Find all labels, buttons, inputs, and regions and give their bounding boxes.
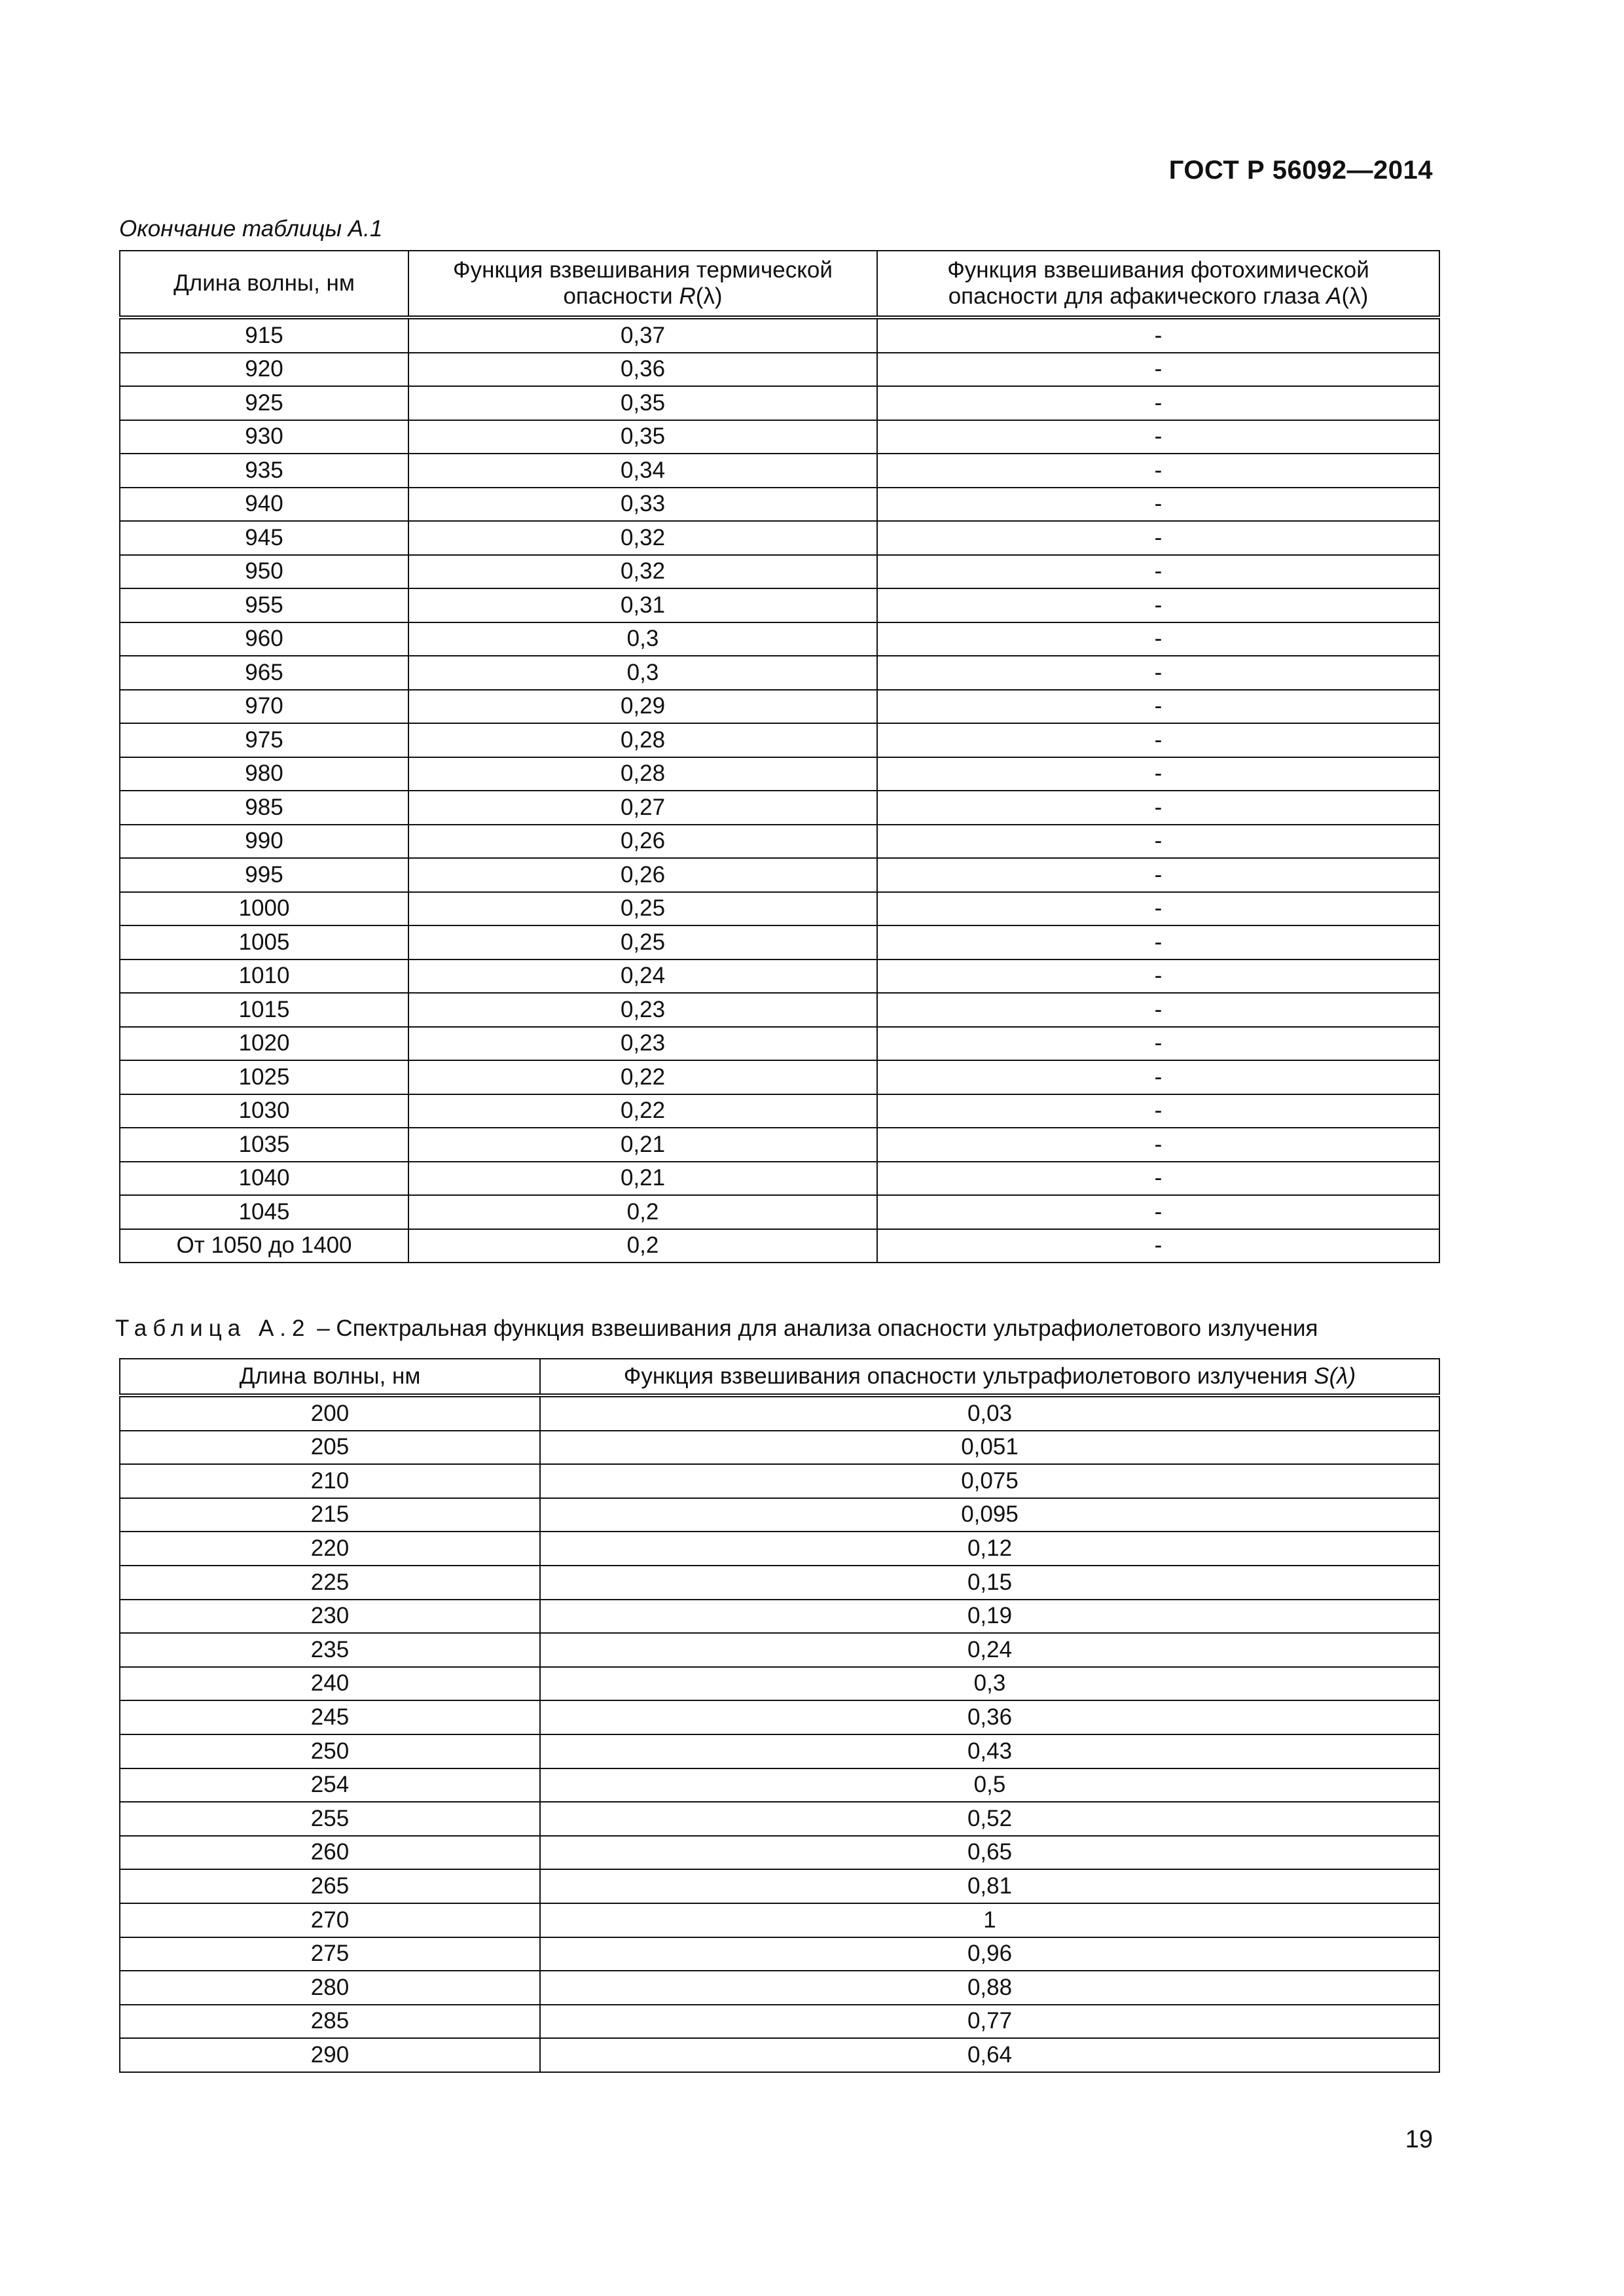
wavelength-cell: 235 xyxy=(120,1633,540,1667)
table-row xyxy=(120,2005,1439,2039)
aphakic-hazard-cell: - xyxy=(877,757,1439,791)
table-row xyxy=(120,1836,1439,1870)
thermal-hazard-cell: 0,23 xyxy=(408,1027,877,1061)
table-row xyxy=(120,825,1439,859)
table-row xyxy=(120,1532,1439,1566)
table2-body xyxy=(120,1395,1439,2072)
table-row xyxy=(120,1971,1439,2005)
uv-header-prefix: Функция взвешивания опасности ультрафиолетового излучения xyxy=(623,1363,1314,1389)
table-row xyxy=(120,1869,1439,1903)
thermal-header-line2-suffix: (λ) xyxy=(695,283,723,309)
table2-header-row xyxy=(120,1359,1439,1395)
wavelength-cell: 935 xyxy=(120,454,408,488)
table-row xyxy=(120,656,1439,690)
table-row xyxy=(120,1566,1439,1600)
wavelength-cell: 205 xyxy=(120,1431,540,1465)
wavelength-cell: 965 xyxy=(120,656,408,690)
aphakic-hazard-cell: - xyxy=(877,858,1439,892)
table-row xyxy=(120,791,1439,825)
thermal-hazard-cell: 0,35 xyxy=(408,420,877,454)
table-row xyxy=(120,1128,1439,1162)
table1-header-wavelength-label: Длина волны, нм xyxy=(173,270,355,296)
wavelength-cell: 920 xyxy=(120,353,408,387)
table1-header-wavelength xyxy=(120,251,408,317)
wavelength-cell: 1025 xyxy=(120,1060,408,1094)
aphakic-hazard-cell: - xyxy=(877,488,1439,522)
wavelength-cell: 270 xyxy=(120,1903,540,1937)
aphakic-header-line2-prefix: опасности для афакического глаза xyxy=(948,283,1327,309)
uv-hazard-cell: 0,15 xyxy=(540,1566,1439,1600)
table-row xyxy=(120,1027,1439,1061)
thermal-hazard-cell: 0,26 xyxy=(408,825,877,859)
aphakic-hazard-cell: - xyxy=(877,825,1439,859)
table-row xyxy=(120,892,1439,926)
wavelength-cell: 970 xyxy=(120,690,408,724)
thermal-hazard-cell: 0,22 xyxy=(408,1094,877,1128)
thermal-hazard-cell: 0,2 xyxy=(408,1229,877,1263)
table-row xyxy=(120,1734,1439,1768)
table-row xyxy=(120,1060,1439,1094)
uv-hazard-cell: 0,43 xyxy=(540,1734,1439,1768)
wavelength-cell: 990 xyxy=(120,825,408,859)
wavelength-cell: 225 xyxy=(120,1566,540,1600)
wavelength-cell: 925 xyxy=(120,386,408,420)
thermal-hazard-cell: 0,3 xyxy=(408,622,877,656)
aphakic-hazard-cell: - xyxy=(877,791,1439,825)
wavelength-cell: 1045 xyxy=(120,1195,408,1229)
uv-hazard-cell: 0,36 xyxy=(540,1700,1439,1734)
thermal-hazard-cell: 0,25 xyxy=(408,892,877,926)
table-row xyxy=(120,488,1439,522)
thermal-hazard-cell: 0,33 xyxy=(408,488,877,522)
table-a1-continuation xyxy=(119,250,1440,1263)
document-standard-number: ГОСТ Р 56092—2014 xyxy=(1168,156,1433,185)
wavelength-cell: 1000 xyxy=(120,892,408,926)
table-row xyxy=(120,723,1439,757)
wavelength-cell: 250 xyxy=(120,1734,540,1768)
table-row xyxy=(120,1498,1439,1532)
uv-hazard-cell: 0,19 xyxy=(540,1600,1439,1634)
wavelength-cell: 985 xyxy=(120,791,408,825)
aphakic-hazard-cell: - xyxy=(877,521,1439,555)
aphakic-hazard-cell: - xyxy=(877,892,1439,926)
aphakic-hazard-cell: - xyxy=(877,622,1439,656)
table-row xyxy=(120,690,1439,724)
uv-hazard-cell: 0,5 xyxy=(540,1768,1439,1803)
wavelength-cell: 230 xyxy=(120,1600,540,1634)
uv-hazard-cell: 0,03 xyxy=(540,1395,1439,1431)
aphakic-hazard-cell: - xyxy=(877,993,1439,1027)
uv-hazard-cell: 0,12 xyxy=(540,1532,1439,1566)
wavelength-cell: 945 xyxy=(120,521,408,555)
table-row xyxy=(120,960,1439,994)
thermal-hazard-cell: 0,28 xyxy=(408,723,877,757)
table1-header-row xyxy=(120,251,1439,317)
table-row xyxy=(120,757,1439,791)
thermal-header-line2-prefix: опасности xyxy=(563,283,679,309)
wavelength-cell: 220 xyxy=(120,1532,540,1566)
aphakic-hazard-cell: - xyxy=(877,1027,1439,1061)
thermal-hazard-cell: 0,35 xyxy=(408,386,877,420)
table-row xyxy=(120,1937,1439,1971)
thermal-hazard-cell: 0,23 xyxy=(408,993,877,1027)
uv-hazard-cell: 0,81 xyxy=(540,1869,1439,1903)
aphakic-hazard-cell: - xyxy=(877,317,1439,353)
table2-header-wavelength xyxy=(120,1359,540,1395)
table-row xyxy=(120,1195,1439,1229)
thermal-hazard-cell: 0,2 xyxy=(408,1195,877,1229)
table1-header-aphakic xyxy=(877,251,1439,317)
table-row xyxy=(120,521,1439,555)
table-row xyxy=(120,1600,1439,1634)
aphakic-hazard-cell: - xyxy=(877,1229,1439,1263)
thermal-hazard-cell: 0,25 xyxy=(408,925,877,960)
thermal-header-line1: Функция взвешивания термической xyxy=(453,257,833,283)
wavelength-cell: 245 xyxy=(120,1700,540,1734)
table1-caption: Окончание таблицы А.1 xyxy=(119,216,383,242)
wavelength-cell: 254 xyxy=(120,1768,540,1803)
wavelength-cell: 260 xyxy=(120,1836,540,1870)
wavelength-cell: 930 xyxy=(120,420,408,454)
aphakic-hazard-cell: - xyxy=(877,925,1439,960)
uv-function-symbol: S(λ) xyxy=(1314,1363,1356,1389)
wavelength-cell: 210 xyxy=(120,1464,540,1498)
wavelength-cell: 280 xyxy=(120,1971,540,2005)
uv-hazard-cell: 0,65 xyxy=(540,1836,1439,1870)
table-row xyxy=(120,588,1439,622)
uv-hazard-cell: 1 xyxy=(540,1903,1439,1937)
wavelength-cell: 1005 xyxy=(120,925,408,960)
aphakic-hazard-cell: - xyxy=(877,420,1439,454)
table-row xyxy=(120,420,1439,454)
wavelength-cell: 950 xyxy=(120,555,408,589)
uv-hazard-cell: 0,24 xyxy=(540,1633,1439,1667)
thermal-hazard-cell: 0,28 xyxy=(408,757,877,791)
table-row xyxy=(120,1768,1439,1803)
wavelength-cell: 940 xyxy=(120,488,408,522)
thermal-hazard-cell: 0,32 xyxy=(408,555,877,589)
thermal-hazard-cell: 0,31 xyxy=(408,588,877,622)
table-a2-uv-weighting xyxy=(119,1358,1440,2073)
thermal-hazard-cell: 0,37 xyxy=(408,317,877,353)
wavelength-cell: 1030 xyxy=(120,1094,408,1128)
aphakic-hazard-cell: - xyxy=(877,656,1439,690)
table2-caption-label: Таблица А.2 xyxy=(115,1316,311,1341)
table1-body xyxy=(120,317,1439,1263)
table-row xyxy=(120,858,1439,892)
wavelength-cell: 1040 xyxy=(120,1162,408,1196)
wavelength-cell: 265 xyxy=(120,1869,540,1903)
table-row xyxy=(120,1903,1439,1937)
wavelength-cell: 285 xyxy=(120,2005,540,2039)
table-row xyxy=(120,1229,1439,1263)
uv-hazard-cell: 0,96 xyxy=(540,1937,1439,1971)
page-number: 19 xyxy=(1405,2126,1433,2153)
uv-hazard-cell: 0,77 xyxy=(540,2005,1439,2039)
table2-caption xyxy=(115,1316,1318,1342)
table2-header-uv xyxy=(540,1359,1439,1395)
thermal-hazard-cell: 0,21 xyxy=(408,1162,877,1196)
wavelength-cell: 200 xyxy=(120,1395,540,1431)
table-row xyxy=(120,1802,1439,1836)
uv-hazard-cell: 0,88 xyxy=(540,1971,1439,2005)
uv-hazard-cell: 0,051 xyxy=(540,1431,1439,1465)
wavelength-cell: 960 xyxy=(120,622,408,656)
aphakic-function-symbol: A xyxy=(1326,283,1342,309)
table-row xyxy=(120,1431,1439,1465)
wavelength-cell: 975 xyxy=(120,723,408,757)
aphakic-hazard-cell: - xyxy=(877,386,1439,420)
wavelength-cell: 1020 xyxy=(120,1027,408,1061)
thermal-hazard-cell: 0,3 xyxy=(408,656,877,690)
aphakic-hazard-cell: - xyxy=(877,555,1439,589)
thermal-hazard-cell: 0,24 xyxy=(408,960,877,994)
wavelength-cell: От 1050 до 1400 xyxy=(120,1229,408,1263)
wavelength-cell: 980 xyxy=(120,757,408,791)
thermal-hazard-cell: 0,22 xyxy=(408,1060,877,1094)
thermal-function-symbol: R xyxy=(679,283,696,309)
table-row xyxy=(120,1395,1439,1431)
wavelength-cell: 1035 xyxy=(120,1128,408,1162)
table-row xyxy=(120,1464,1439,1498)
uv-hazard-cell: 0,3 xyxy=(540,1667,1439,1701)
thermal-hazard-cell: 0,21 xyxy=(408,1128,877,1162)
table-row xyxy=(120,622,1439,656)
aphakic-hazard-cell: - xyxy=(877,690,1439,724)
table-row xyxy=(120,1162,1439,1196)
thermal-hazard-cell: 0,34 xyxy=(408,454,877,488)
table2-header-wavelength-label: Длина волны, нм xyxy=(239,1363,421,1389)
wavelength-cell: 1010 xyxy=(120,960,408,994)
uv-hazard-cell: 0,52 xyxy=(540,1802,1439,1836)
thermal-hazard-cell: 0,36 xyxy=(408,353,877,387)
thermal-hazard-cell: 0,26 xyxy=(408,858,877,892)
thermal-hazard-cell: 0,32 xyxy=(408,521,877,555)
table-row xyxy=(120,454,1439,488)
aphakic-header-line2-suffix: (λ) xyxy=(1341,283,1369,309)
table-row xyxy=(120,353,1439,387)
wavelength-cell: 240 xyxy=(120,1667,540,1701)
thermal-hazard-cell: 0,27 xyxy=(408,791,877,825)
wavelength-cell: 255 xyxy=(120,1802,540,1836)
table-row xyxy=(120,1700,1439,1734)
uv-hazard-cell: 0,075 xyxy=(540,1464,1439,1498)
aphakic-header-line1: Функция взвешивания фотохимической xyxy=(947,257,1369,283)
aphakic-hazard-cell: - xyxy=(877,1128,1439,1162)
wavelength-cell: 1015 xyxy=(120,993,408,1027)
table-row xyxy=(120,1667,1439,1701)
wavelength-cell: 275 xyxy=(120,1937,540,1971)
aphakic-hazard-cell: - xyxy=(877,1162,1439,1196)
table1-header-thermal xyxy=(408,251,877,317)
wavelength-cell: 995 xyxy=(120,858,408,892)
table-row xyxy=(120,1633,1439,1667)
uv-hazard-cell: 0,095 xyxy=(540,1498,1439,1532)
table-row xyxy=(120,925,1439,960)
aphakic-hazard-cell: - xyxy=(877,1094,1439,1128)
aphakic-hazard-cell: - xyxy=(877,1060,1439,1094)
wavelength-cell: 955 xyxy=(120,588,408,622)
aphakic-hazard-cell: - xyxy=(877,960,1439,994)
wavelength-cell: 290 xyxy=(120,2038,540,2072)
table-row xyxy=(120,2038,1439,2072)
uv-hazard-cell: 0,64 xyxy=(540,2038,1439,2072)
aphakic-hazard-cell: - xyxy=(877,353,1439,387)
wavelength-cell: 915 xyxy=(120,317,408,353)
aphakic-hazard-cell: - xyxy=(877,588,1439,622)
table-row xyxy=(120,1094,1439,1128)
thermal-hazard-cell: 0,29 xyxy=(408,690,877,724)
table-row xyxy=(120,317,1439,353)
table-row xyxy=(120,993,1439,1027)
wavelength-cell: 215 xyxy=(120,1498,540,1532)
table2-caption-text: – Спектральная функция взвешивания для анализа опасности ультрафиолетового излучения xyxy=(310,1316,1318,1341)
aphakic-hazard-cell: - xyxy=(877,454,1439,488)
aphakic-hazard-cell: - xyxy=(877,723,1439,757)
table-row xyxy=(120,555,1439,589)
aphakic-hazard-cell: - xyxy=(877,1195,1439,1229)
table-row xyxy=(120,386,1439,420)
